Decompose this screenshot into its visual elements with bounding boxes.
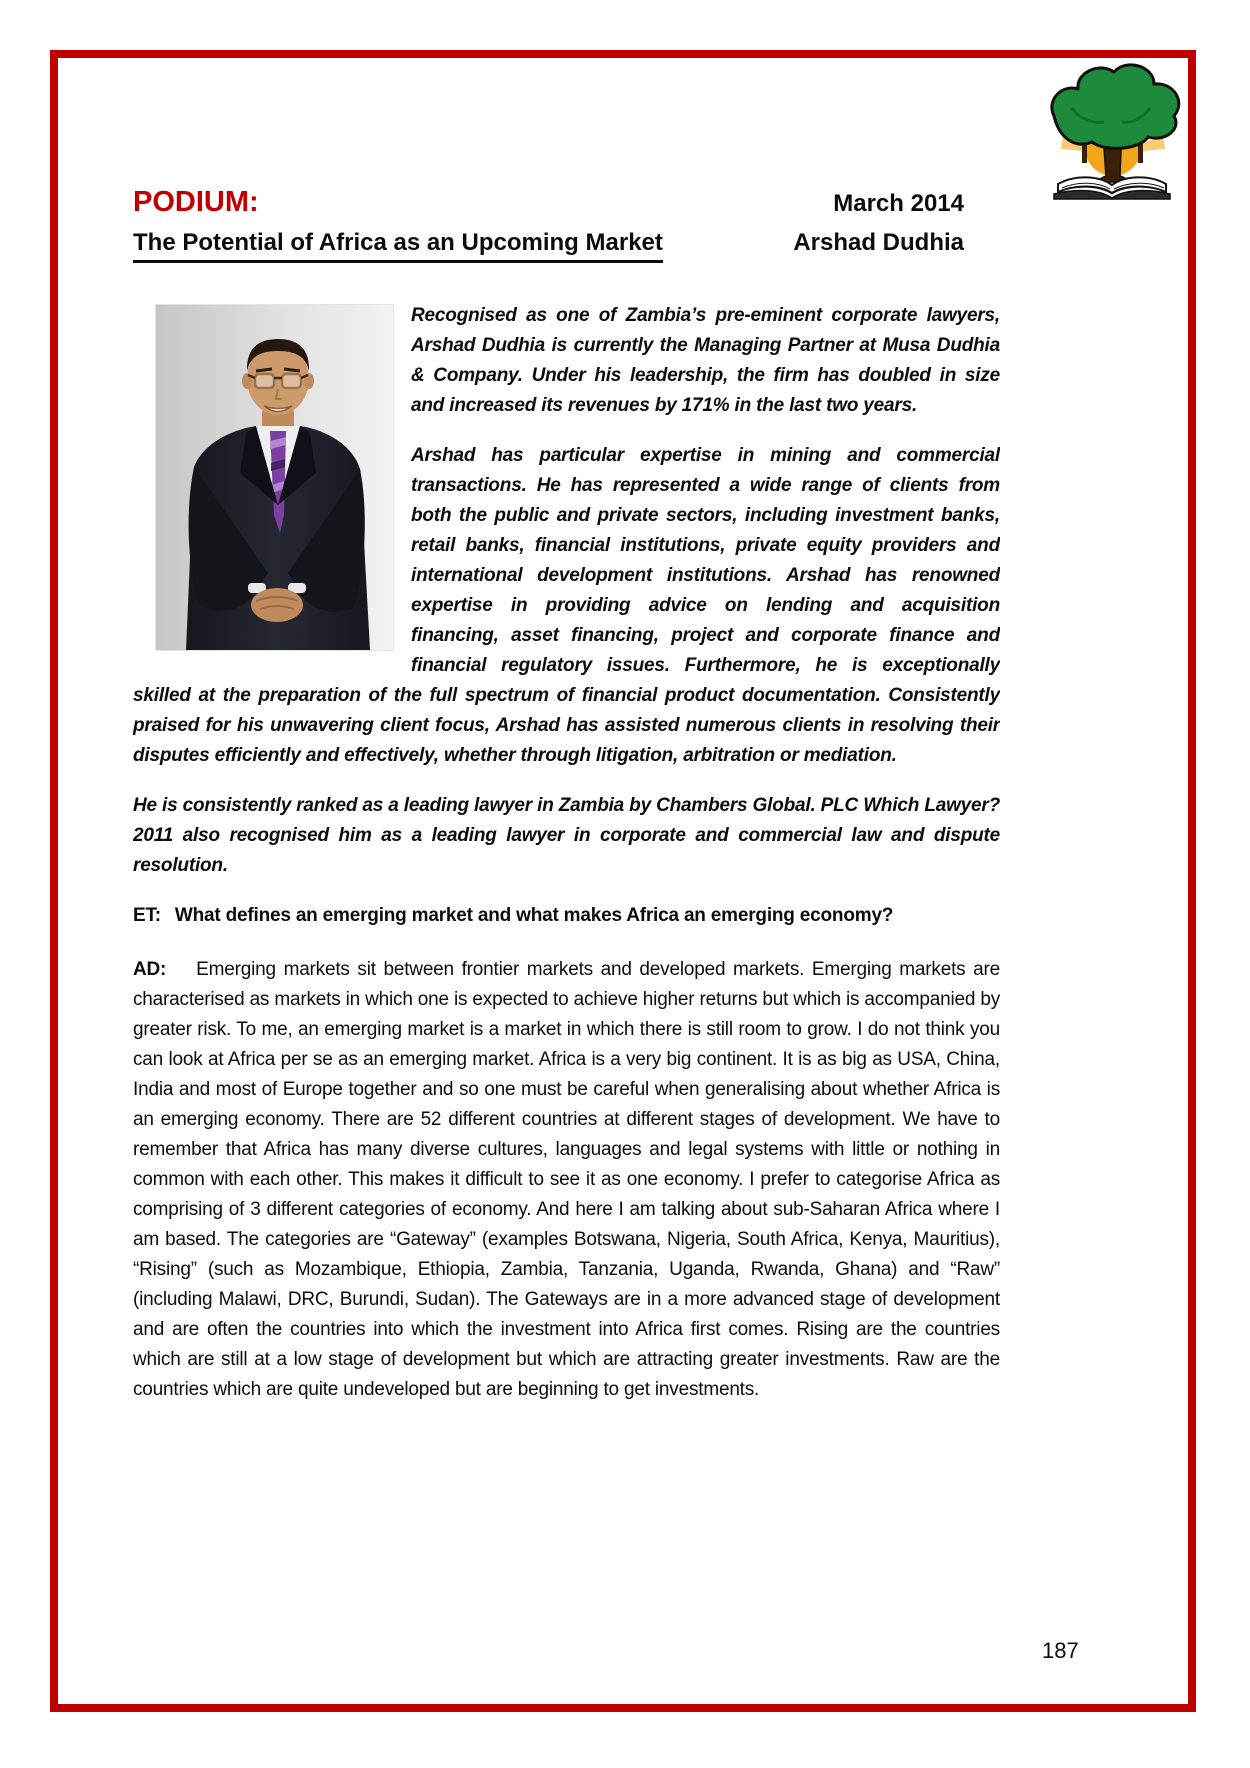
- bio-paragraph: Recognised as one of Zambia’s pre-eminent corporate lawyers, Arshad Dudhia is currently the Managing Partner at Musa Dudhia & Company. Under his leadership, the firm has doubled in size and increased its revenues by 171% in the last two years.: [411, 305, 1000, 416]
- interview-section: [133, 901, 1000, 1405]
- article-title: The Potential of Africa as an Upcoming Market: [133, 229, 663, 263]
- bio-paragraph: Arshad has particular expertise in mining and commercial transactions. He has represented a wide range of clients from both the public and private sectors, including investment banks, retail banks, financial institutions, private equity providers and international development institutions. Arshad has renowned expertise in providing advice on lending and acquisition financing, asset financing, project and corporate finance and financial regulatory issues. Furthermore, he is exceptionally skilled at the preparation of the full spectrum of financial product documentation. Consistently praised for his unwavering client focus, Arshad has assisted numerous clients in resolving their disputes efficiently and effectively, whether through litigation, arbitration or mediation.: [133, 445, 1000, 766]
- section-label: PODIUM:: [133, 186, 259, 218]
- interview-question: [133, 901, 1000, 931]
- question-label: ET:: [133, 905, 161, 926]
- author-name: Arshad Dudhia: [793, 229, 964, 256]
- tree-sun-book-logo-icon: [1038, 58, 1188, 208]
- article-content: [133, 186, 1000, 1631]
- answer-text: Emerging markets sit between frontier markets and developed markets. Emerging markets are characterised as markets in which one is expected to achieve higher returns but which is accompanied by greater risk. To me, an emerging market is a market in which there is still room to grow. I do not think you can look at Africa per se as an emerging market. Africa is a very big continent. It is as big as USA, China, India and most of Europe together and so one must be careful when generalising about whether Africa is an emerging economy. There are 52 different countries at different stages of development. We have to remember that Africa has many diverse cultures, languages and legal systems with little or nothing in common with each other. This makes it difficult to see it as one economy. I prefer to categorise Africa as comprising of 3 different categories of economy. And here I am talking about sub-Saharan Africa where I am based. The categories are “Gateway” (examples Botswana, Nigeria, South Africa, Kenya, Mauritius), “Rising” (such as Mozambique, Ethiopia, Zambia, Tanzania, Uganda, Rwanda, Ghana) and “Raw” (including Malawi, DRC, Burundi, Sudan). The Gateways are in a more advanced stage of development and are often the countries into which the investment into Africa first comes. Rising are the countries which are still at a low stage of development but which are attracting greater investments. Raw are the countries which are quite undeveloped but are beginning to get investments.: [133, 959, 1000, 1400]
- author-bio: [133, 301, 1000, 881]
- bio-paragraph: He is consistently ranked as a leading lawyer in Zambia by Chambers Global. PLC Which Lawyer? 2011 also recognised him as a leading lawyer in corporate and commercial law and dispute resolution.: [133, 795, 1000, 876]
- issue-date: March 2014: [833, 190, 964, 217]
- header-row-2: [133, 229, 1000, 263]
- interview-answer: [133, 955, 1000, 1405]
- portrait-photo: [156, 305, 393, 650]
- page-number: 187: [1042, 1638, 1079, 1663]
- question-text: What defines an emerging market and what makes Africa an emerging economy?: [174, 905, 894, 926]
- header-row-1: [133, 186, 1000, 219]
- answer-label: AD:: [133, 959, 167, 980]
